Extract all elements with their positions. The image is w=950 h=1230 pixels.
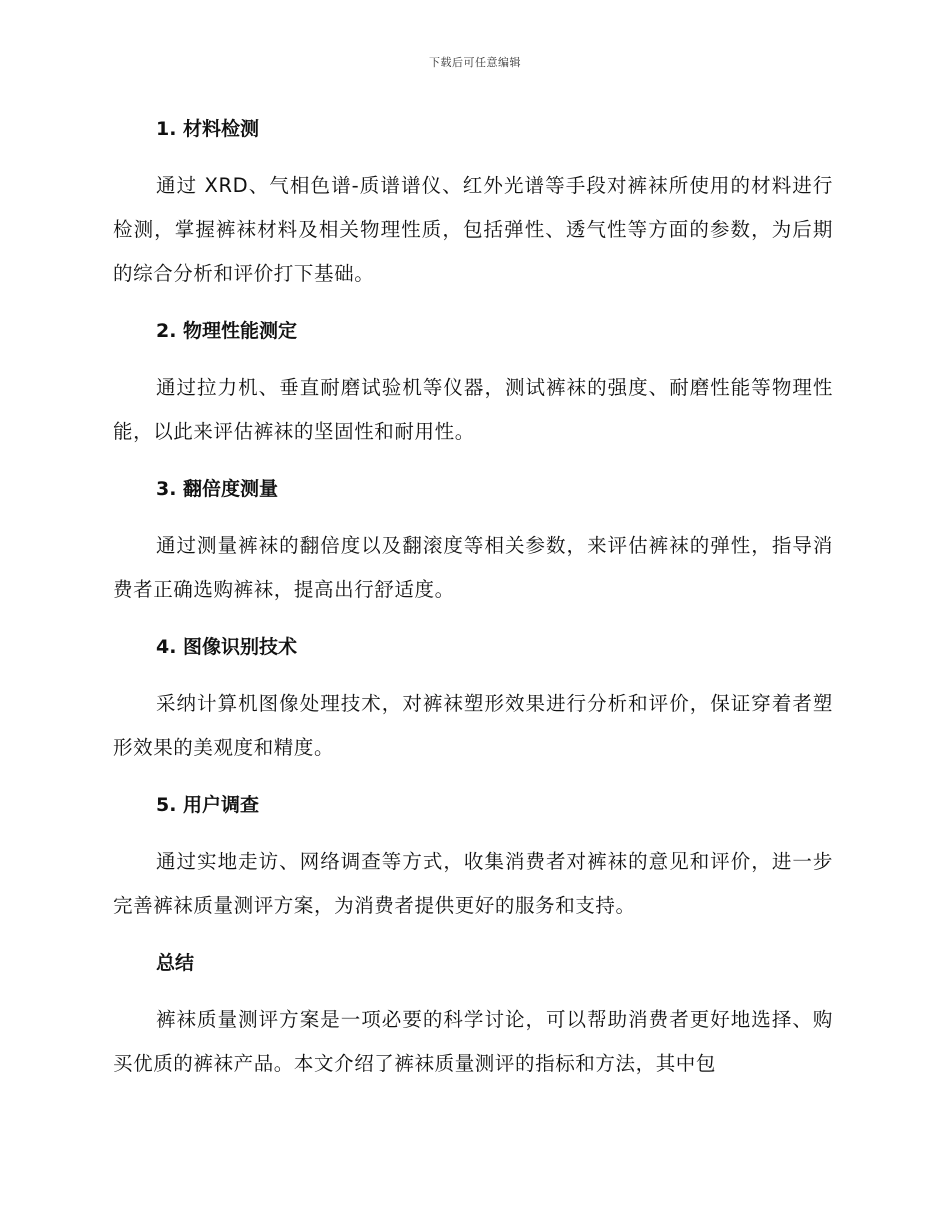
section-paragraph: 裤袜质量测评方案是一项必要的科学讨论，可以帮助消费者更好地选择、购买优质的裤袜产品。本文介绍了裤袜质量测评的指标和方法，其中包 xyxy=(113,1008,833,1075)
section-physical-performance xyxy=(113,314,833,472)
section-heading: 2. 物理性能测定 xyxy=(156,320,298,342)
section-paragraph: 通过 XRD、气相色谱-质谱谱仪、红外光谱等手段对裤袜所使用的材料进行检测，掌握裤袜材料及相关物理性质，包括弹性、透气性等方面的参数，为后期的综合分析和评价打下基础。 xyxy=(113,174,833,285)
section-image-recognition xyxy=(113,630,833,788)
section-heading: 总结 xyxy=(156,952,195,974)
section-heading: 5. 用户调查 xyxy=(156,794,260,816)
section-material-testing xyxy=(113,112,833,314)
section-heading: 3. 翻倍度测量 xyxy=(156,478,279,500)
section-paragraph: 通过拉力机、垂直耐磨试验机等仪器，测试裤袜的强度、耐磨性能等物理性能，以此来评估裤袜的坚固性和耐用性。 xyxy=(113,376,833,443)
section-paragraph: 采纳计算机图像处理技术，对裤袜塑形效果进行分析和评价，保证穿着者塑形效果的美观度和精度。 xyxy=(113,692,833,759)
section-heading: 4. 图像识别技术 xyxy=(156,636,298,658)
section-paragraph: 通过测量裤袜的翻倍度以及翻滚度等相关参数，来评估裤袜的弹性，指导消费者正确选购裤袜，提高出行舒适度。 xyxy=(113,534,833,601)
document-body xyxy=(113,112,833,1086)
section-stretch-measurement xyxy=(113,472,833,630)
section-paragraph: 通过实地走访、网络调查等方式，收集消费者对裤袜的意见和评价，进一步完善裤袜质量测评方案，为消费者提供更好的服务和支持。 xyxy=(113,850,833,917)
section-summary xyxy=(113,946,833,1086)
header-note: 下载后可任意编辑 xyxy=(429,56,521,69)
section-heading: 1. 材料检测 xyxy=(156,118,260,140)
section-user-survey xyxy=(113,788,833,946)
